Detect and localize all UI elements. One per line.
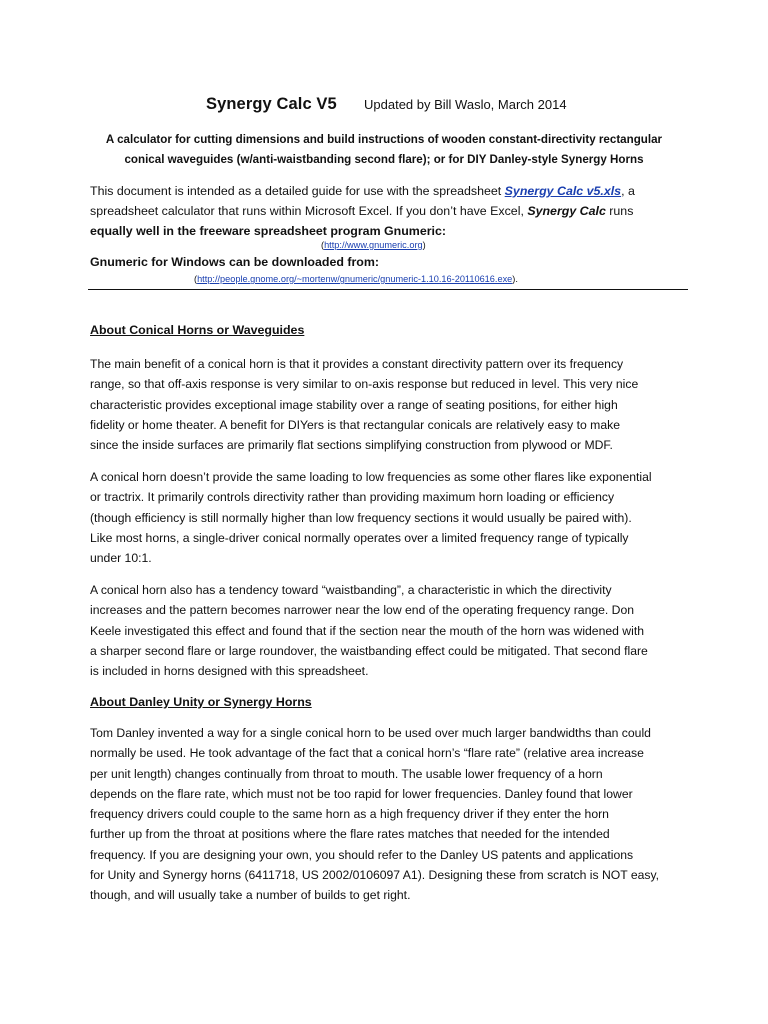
paragraph-line: Like most horns, a single-driver conical normally operates over a limited frequency range of typically	[90, 530, 629, 545]
paren-open: (	[194, 274, 198, 284]
subtitle-line-1: A calculator for cutting dimensions and build instructions of wooden constant-directivity rectangular	[105, 133, 663, 146]
paragraph-line: frequency drivers could couple to the same horn as a high frequency driver if they enter the horn	[90, 807, 609, 822]
paragraph-line: A conical horn also has a tendency toward “waistbanding”, a characteristic in which the directivity	[90, 583, 612, 597]
paragraph-line: The main benefit of a conical horn is that it provides a constant directivity pattern over its frequency	[90, 357, 624, 371]
paragraph-line: depends on the flare rate, which must not be too rapid for lower frequencies. Danley found that lower	[90, 786, 633, 801]
gnumeric-link[interactable]: http://www.gnumeric.org	[324, 240, 423, 250]
intro-line-1	[90, 181, 690, 202]
intro-text: spreadsheet calculator that runs within Microsoft Excel. If you don’t have Excel,	[90, 204, 528, 218]
paragraph-line: a sharper second flare or large roundover, the waistbanding effect could be mitigated. That second flare	[90, 643, 648, 658]
paragraph-line: range, so that off-axis response is very similar to on-axis response but reduced in level. This very nice	[90, 377, 639, 392]
section-heading-conical: About Conical Horns or Waveguides	[90, 323, 305, 337]
update-note: Updated by Bill Waslo, March 2014	[364, 97, 567, 112]
paragraph-line: A conical horn doesn’t provide the same loading to low frequencies as some other flares like exponential	[90, 470, 652, 484]
paragraph-conical-benefit	[90, 354, 690, 455]
paragraph-line: for Unity and Synergy horns (6411718, US 2002/0106097 A1). Designing these from scratch is NOT easy,	[90, 868, 660, 883]
paragraph-line: increases and the pattern becomes narrower near the low end of the operating frequency range. Don	[90, 603, 635, 618]
paragraph-line: frequency. If you are designing your own, you should refer to the Danley US patents and applications	[90, 847, 634, 862]
download-link-line	[194, 274, 518, 284]
intro-text: , a	[621, 184, 635, 198]
horizontal-rule	[88, 289, 688, 290]
paragraph-line: is included in horns designed with this spreadsheet.	[90, 664, 369, 679]
paragraph-line: per unit length) changes continually from throat to mouth. The usable lower frequency of a horn	[90, 766, 603, 781]
paragraph-line: Tom Danley invented a way for a single conical horn to be used over much larger bandwidths than could	[90, 726, 651, 740]
paragraph-line: though, and will usually take a number of builds to get right.	[90, 888, 411, 903]
paragraph-line: under 10:1.	[90, 551, 152, 566]
intro-text: This document is intended as a detailed guide for use with the spreadsheet	[90, 184, 505, 198]
paragraph-line: Keele investigated this effect and found that if the section near the mouth of the horn was widened with	[90, 623, 644, 638]
download-link[interactable]: http://people.gnome.org/~mortenw/gnumeric/gnumeric-1.10.16-20110616.exe	[197, 274, 513, 284]
paragraph-danley	[90, 723, 690, 906]
gnumeric-link-line	[321, 240, 426, 250]
section-heading-danley: About Danley Unity or Synergy Horns	[90, 695, 312, 709]
paragraph-line: since the inside surfaces are primarily flat sections simplifying construction from plywood or MDF.	[90, 438, 613, 453]
spreadsheet-link[interactable]: Synergy Calc v5.xls	[504, 184, 622, 198]
paragraph-line: fidelity or home theater. A benefit for DIYers is that rectangular conicals are relatively easy to make	[90, 417, 620, 432]
subtitle-line-2: conical waveguides (w/anti-waistbanding second flare); or for DIY Danley-style Synergy Horns	[124, 153, 644, 166]
title-row	[0, 95, 768, 119]
intro-text: runs	[605, 204, 634, 218]
paragraph-line: or tractrix. It primarily controls directivity rather than providing maximum horn loading or efficiency	[90, 490, 615, 505]
paren-open: (	[321, 240, 325, 250]
synergy-calc-emphasis: Synergy Calc	[527, 204, 606, 218]
intro-line-3: equally well in the freeware spreadsheet program Gnumeric:	[90, 224, 447, 238]
paren-close: )	[422, 240, 426, 250]
paragraph-conical-loading	[90, 467, 690, 568]
paragraph-waistbanding	[90, 580, 690, 681]
document-title: Synergy Calc V5	[206, 95, 337, 113]
paragraph-line: further up from the throat at positions where the flare rates matches that needed for the intended	[90, 827, 610, 842]
paren-close: ).	[512, 274, 518, 284]
intro-line-2	[90, 201, 690, 222]
download-text: Gnumeric for Windows can be downloaded from:	[90, 255, 380, 269]
paragraph-line: normally be used. He took advantage of the fact that a conical horn’s “flare rate” (relative area increase	[90, 746, 644, 761]
paragraph-line: (though efficiency is still normally higher than low frequency sections it would usually be paired with).	[90, 510, 632, 525]
paragraph-line: characteristic provides exceptional image stability over a range of seating positions, for either high	[90, 397, 618, 412]
